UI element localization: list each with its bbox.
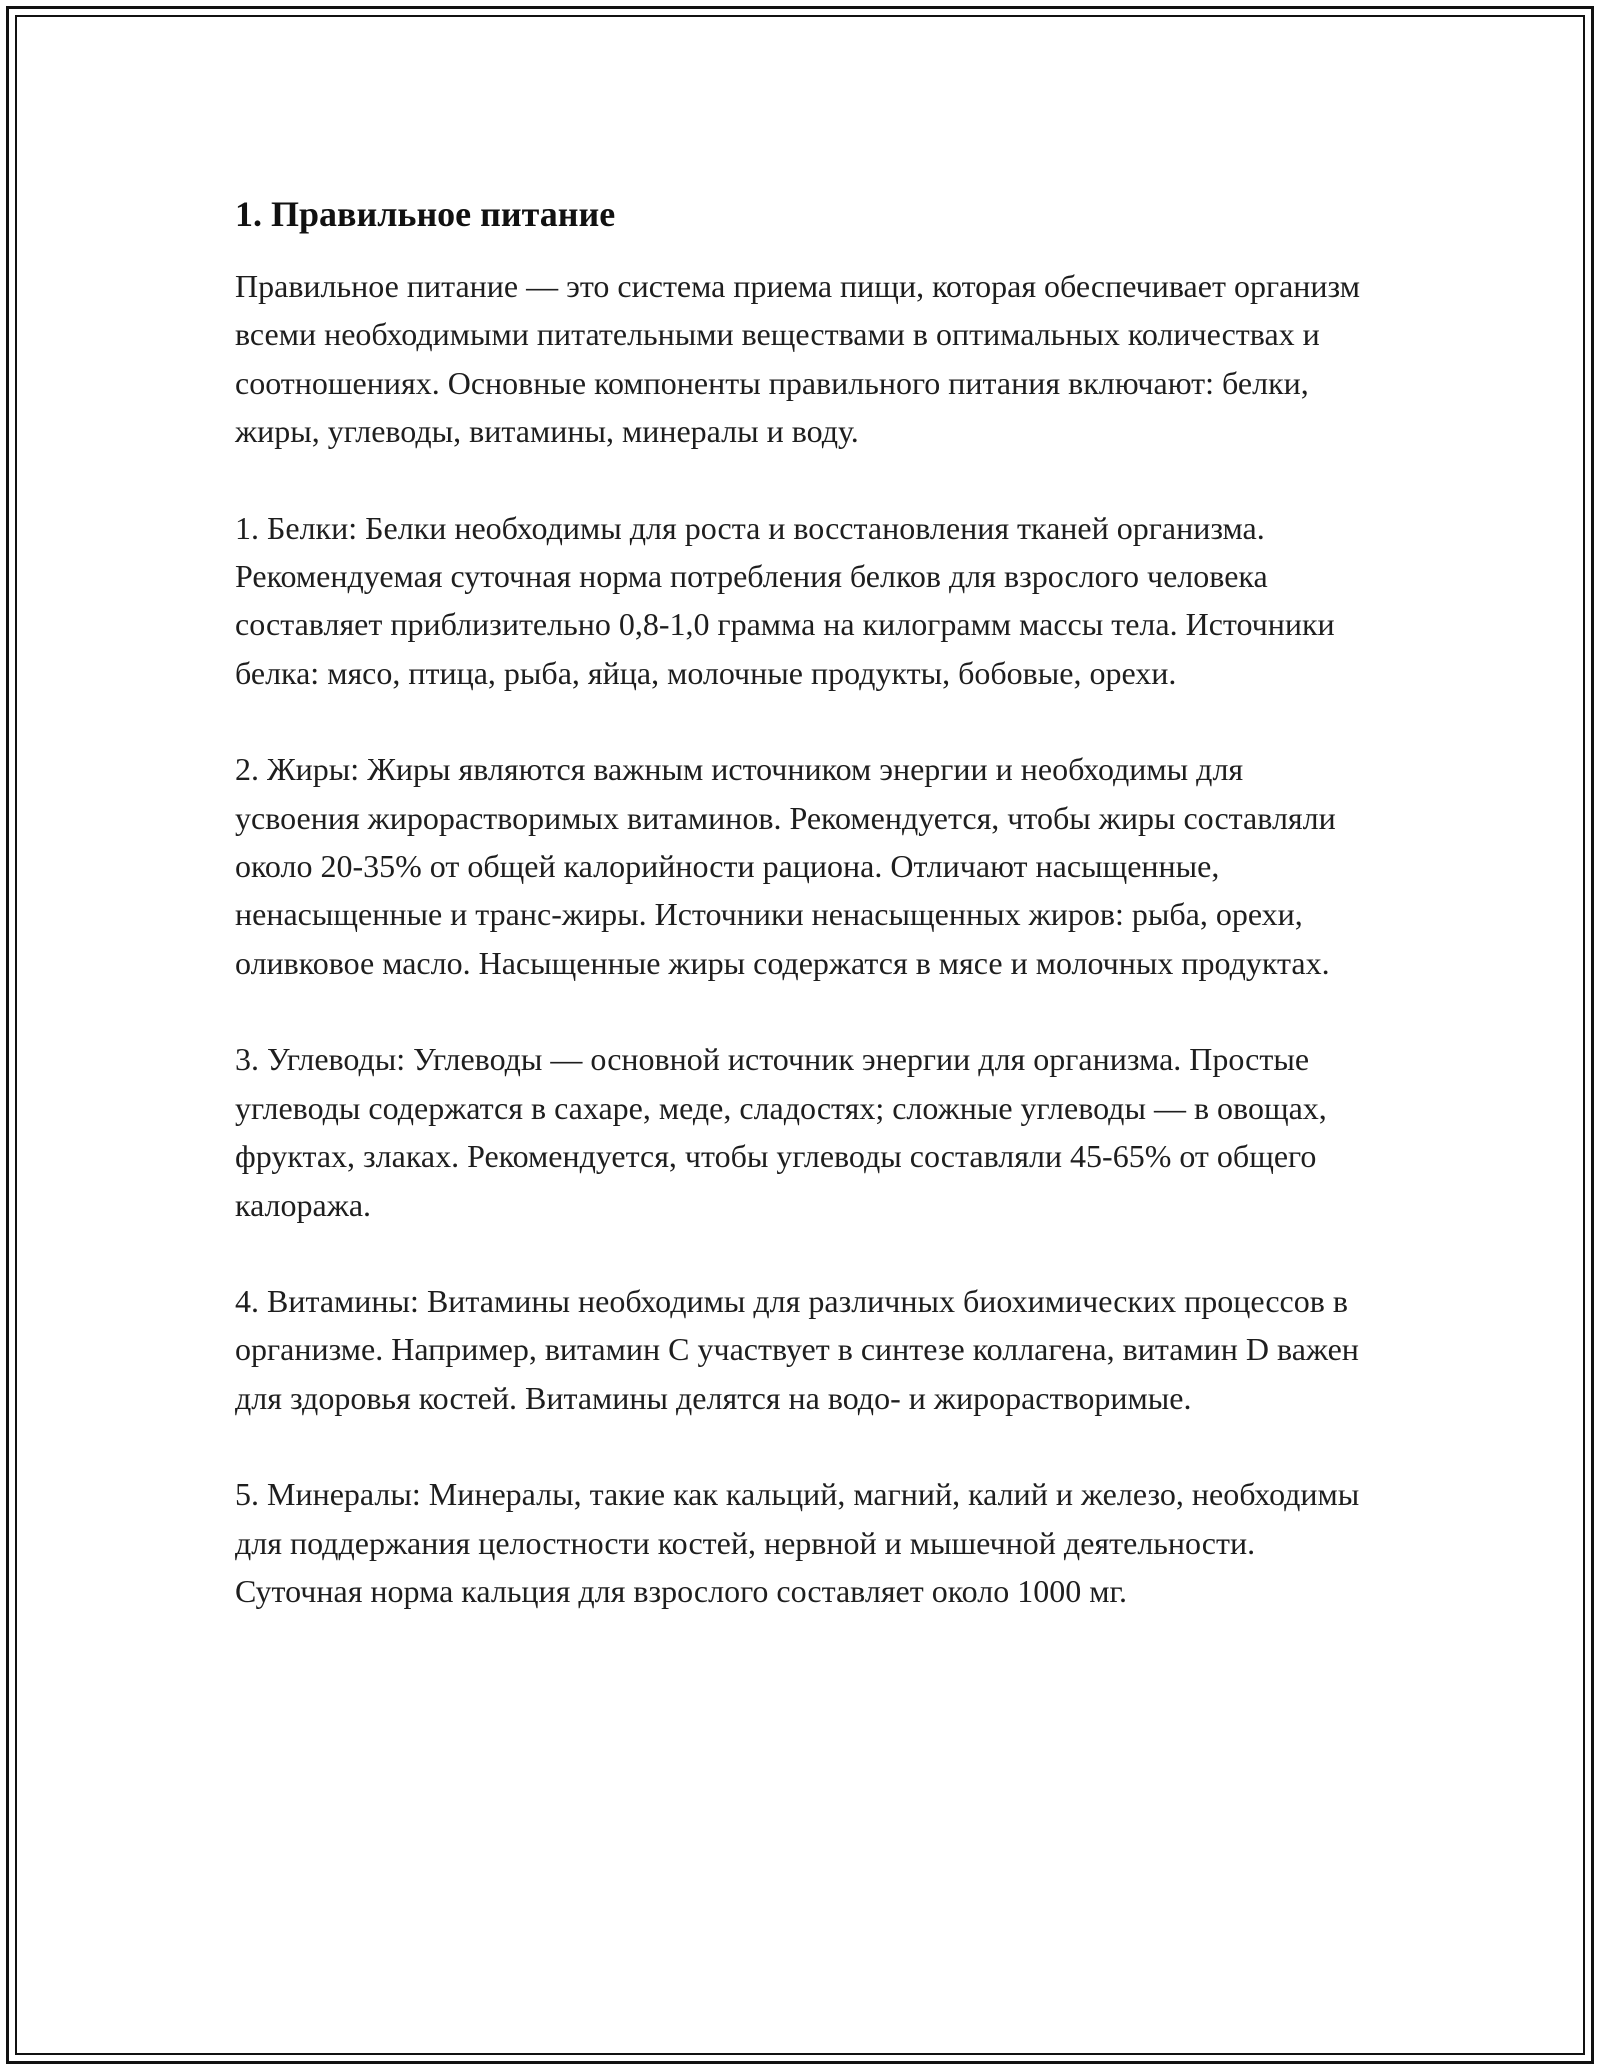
- document-title: 1. Правильное питание: [235, 194, 616, 234]
- document-body: [235, 190, 1375, 1615]
- fats-paragraph: 2. Жиры: Жиры являются важным источником энергии и необходимы для усвоения жирорастворимых витаминов. Рекомендуется, чтобы жиры составляли около 20-35% от общей калорийности рациона. Отличают насыщенные, ненасыщенные и транс-жиры. Источники ненасыщенных жиров: рыба, орехи, оливковое масло. Насыщенные жиры содержатся в мясе и молочных продуктах.: [235, 751, 1336, 981]
- vitamins-paragraph: 4. Витамины: Витамины необходимы для различных биохимических процессов в организме. Например, витамин C участвует в синтезе коллагена, витамин D важен для здоровья костей. Витамины делятся на водо- и жирорастворимые.: [235, 1282, 1359, 1416]
- proteins-paragraph: 1. Белки: Белки необходимы для роста и восстановления тканей организма. Рекомендуемая суточная норма потребления белков для взрослого человека составляет приблизительно 0,8-1,0 грамма на килограмм массы тела. Источники белка: мясо, птица, рыба, яйца, молочные продукты, бобовые, орехи.: [235, 509, 1335, 691]
- carbohydrates-paragraph: 3. Углеводы: Углеводы — основной источник энергии для организма. Простые углеводы содержатся в сахаре, меде, сладостях; сложные углеводы — в овощах, фруктах, злаках. Рекомендуется, чтобы углеводы составляли 45-65% от общего калоража.: [235, 1041, 1327, 1223]
- intro-paragraph: Правильное питание — это система приема пищи, которая обеспечивает организм всеми необходимыми питательными веществами в оптимальных количествах и соотношениях. Основные компоненты правильного питания включают: белки, жиры, углеводы, витамины, минералы и воду.: [235, 268, 1360, 450]
- minerals-paragraph: 5. Минералы: Минералы, такие как кальций, магний, калий и железо, необходимы для поддержания целостности костей, нервной и мышечной деятельности. Суточная норма кальция для взрослого составляет около 1000 мг.: [235, 1476, 1360, 1609]
